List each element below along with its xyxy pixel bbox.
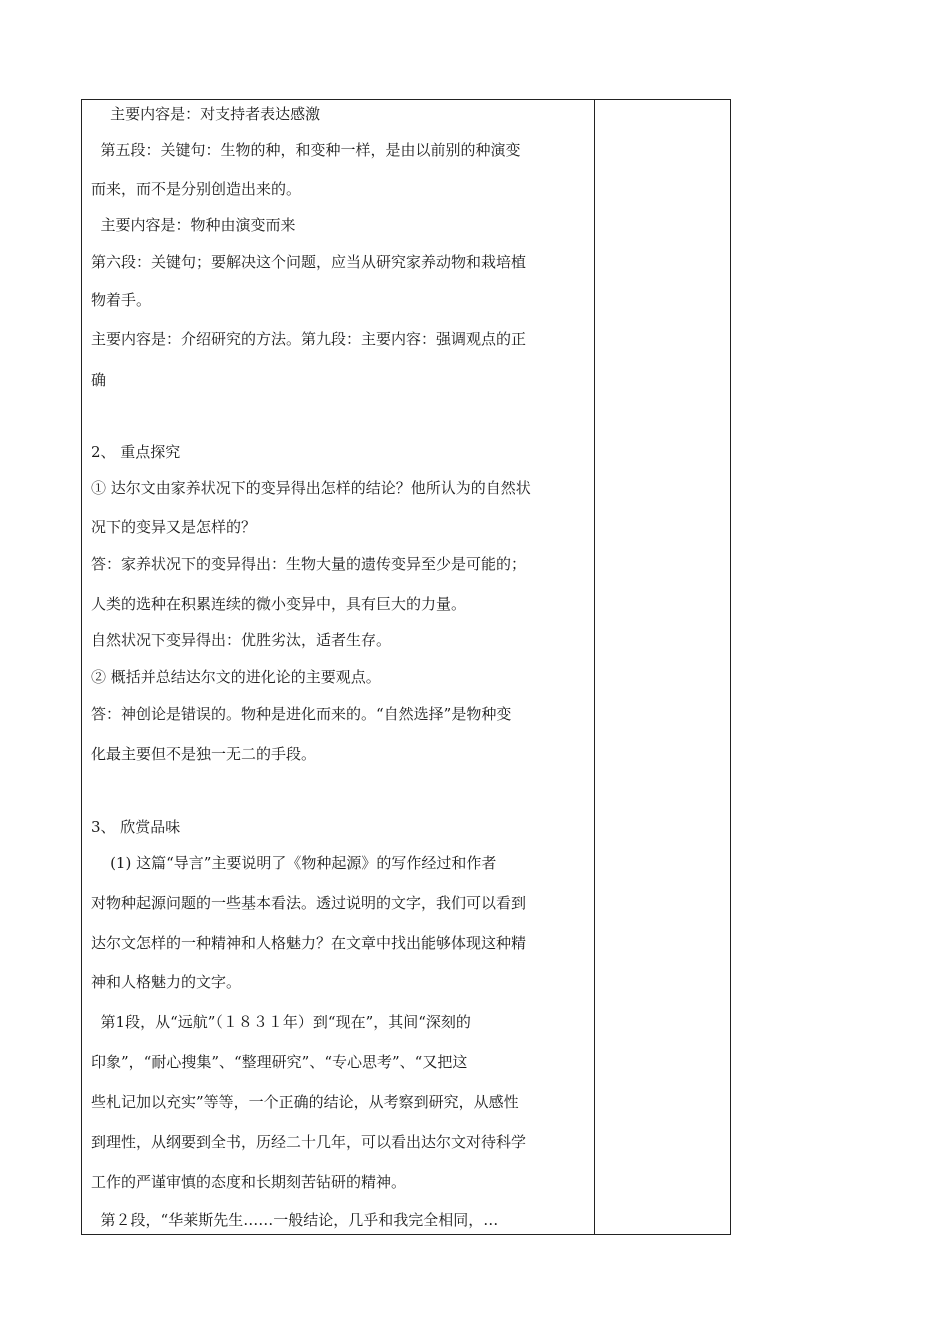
text-line: ① 达尔文由家养状况下的变异得出怎样的结论？他所认为的自然状	[91, 479, 531, 497]
text-line: 物着手。	[91, 291, 152, 309]
section-heading: 2、 重点探究	[91, 443, 181, 461]
text-line: 第五段：关键句：生物的种，和变种一样，是由以前别的种演变	[91, 141, 521, 159]
document-table	[81, 99, 731, 1235]
text-line: 第２段，“华莱斯先生……一般结论，几乎和我完全相同，…	[91, 1211, 499, 1229]
section-heading: 3、 欣赏品味	[91, 818, 181, 836]
text-line: 主要内容是：对支持者表达感激	[91, 105, 321, 123]
text-line: 主要内容是：物种由演变而来	[91, 216, 296, 234]
text-line: 工作的严谨审慎的态度和长期刻苦钻研的精神。	[91, 1173, 407, 1191]
text-line: (1) 这篇“导言”主要说明了《物种起源》的写作经过和作者	[91, 854, 497, 872]
text-line: 神和人格魅力的文字。	[91, 973, 242, 991]
text-line: 主要内容是：介绍研究的方法。第九段：主要内容：强调观点的正	[91, 330, 527, 348]
text-line: 答：神创论是错误的。物种是进化而来的。“自然选择”是物种变	[91, 705, 512, 723]
text-line: 印象”，“耐心搜集”、“整理研究”、“专心思考”、“又把这	[91, 1053, 468, 1071]
text-line: 化最主要但不是独一无二的手段。	[91, 745, 317, 763]
text-line: 第1段，从“远航”（１８３１年）到“现在”，其间“深刻的	[91, 1013, 471, 1031]
text-line: 自然状况下变异得出：优胜劣汰，适者生存。	[91, 631, 392, 649]
text-line: 到理性，从纲要到全书，历经二十几年，可以看出达尔文对待科学	[91, 1133, 527, 1151]
text-line: 确	[91, 371, 107, 389]
text-line: 人类的选种在积累连续的微小变异中，具有巨大的力量。	[91, 595, 467, 613]
text-line: 况下的变异又是怎样的？	[91, 518, 257, 536]
text-line: ② 概括并总结达尔文的进化论的主要观点。	[91, 668, 381, 686]
text-line: 对物种起源问题的一些基本看法。透过说明的文字，我们可以看到	[91, 894, 527, 912]
text-line: 些札记加以充实”等等，一个正确的结论，从考察到研究，从感性	[91, 1093, 519, 1111]
text-line: 而来，而不是分别创造出来的。	[91, 180, 302, 198]
text-line: 达尔文怎样的一种精神和人格魅力？在文章中找出能够体现这种精	[91, 934, 527, 952]
text-line: 答：家养状况下的变异得出：生物大量的遗传变异至少是可能的；	[91, 555, 527, 573]
text-line: 第六段：关键句；要解决这个问题，应当从研究家养动物和栽培植	[91, 253, 527, 271]
notes-cell	[595, 100, 730, 1234]
